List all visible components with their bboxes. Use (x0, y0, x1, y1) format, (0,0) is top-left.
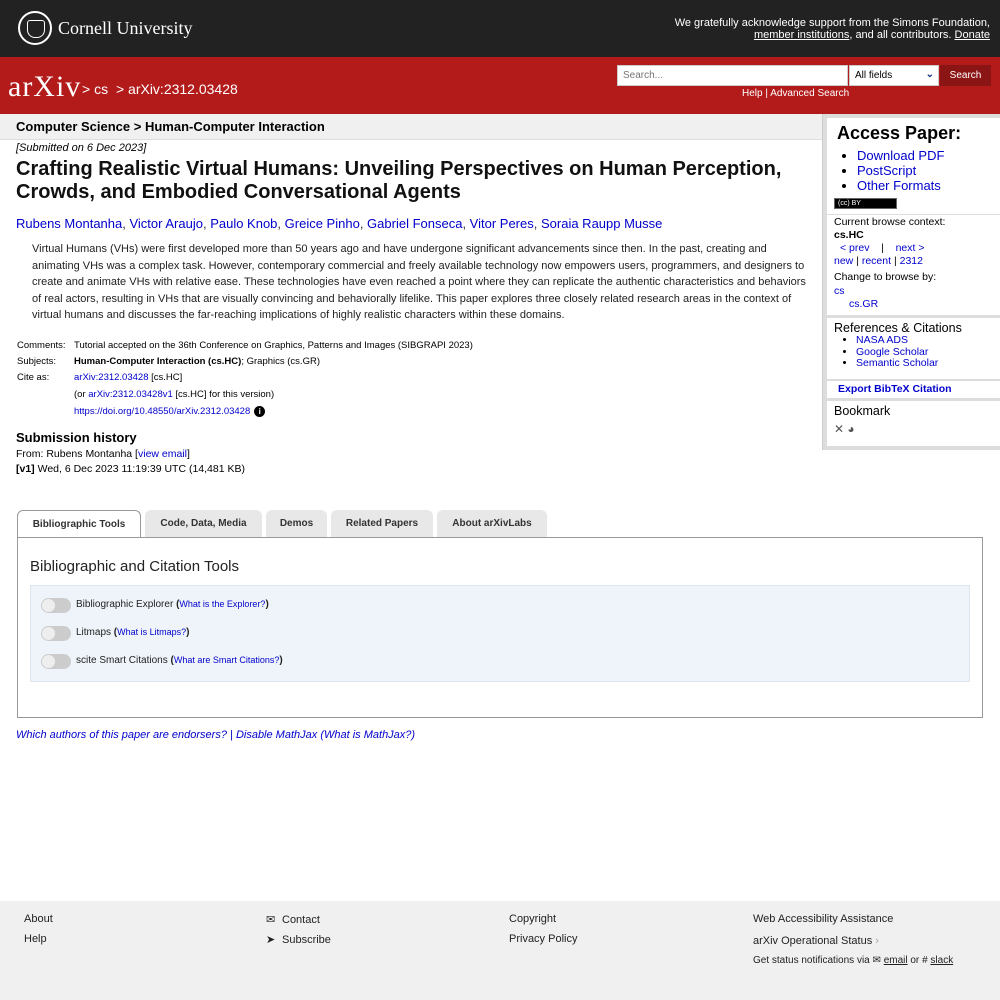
help-link[interactable]: Help (742, 88, 763, 99)
paper-title: Crafting Realistic Virtual Humans: Unveiling Perspectives on Human Perception, Crowds, and Embodied Conversational Agents (16, 158, 782, 203)
help-links (742, 88, 849, 99)
change-browse-label: Change to browse by: (834, 271, 937, 283)
search-field-value: All fields (855, 70, 893, 81)
chevron-down-icon: ⌄ (925, 69, 934, 80)
version-date: Wed, 6 Dec 2023 11:19:39 UTC (14,481 KB) (34, 462, 246, 475)
author-link[interactable]: Rubens Montanha (16, 216, 123, 231)
breadcrumb-cs[interactable]: > cs (82, 81, 109, 97)
category-header (0, 114, 822, 140)
tab-about-arxivlabs[interactable]: About arXivLabs (437, 510, 547, 537)
author-link[interactable]: Greice Pinho (284, 216, 360, 231)
breadcrumb-paper: > arXiv:2312.03428 (115, 81, 238, 97)
chevron-right-icon: › (875, 935, 879, 947)
comments-label: Comments: (17, 339, 66, 351)
secondary-subject: ; Graphics (cs.GR) (241, 355, 320, 367)
references-box (827, 318, 1000, 379)
access-paper-box (827, 118, 1000, 214)
footer-col-4 (753, 913, 953, 975)
tools-box: Bibliographic Explorer (What is the Explorer?) Litmaps (What is Litmaps?) scite Smart Citations (What are Smart Citations?) (30, 585, 970, 682)
semantic-scholar-link[interactable]: Semantic Scholar (856, 357, 939, 369)
tool-help-link[interactable]: What is the Explorer? (179, 599, 266, 609)
cite-label: Cite as: (17, 371, 50, 383)
access-paper-title: Access Paper: (837, 123, 962, 143)
footer-status-link[interactable]: arXiv Operational Status (753, 935, 873, 947)
footer-slack-link[interactable]: slack (930, 955, 954, 966)
footer-col-1 (24, 913, 53, 953)
from-prefix: From: Rubens Montanha [ (16, 447, 138, 460)
primary-subject: Human-Computer Interaction (cs.HC) (74, 355, 242, 367)
tool-help-link[interactable]: What are Smart Citations? (173, 655, 280, 665)
breadcrumb (82, 81, 242, 97)
google-scholar-link[interactable]: Google Scholar (856, 345, 929, 358)
footer-subscribe-link[interactable]: Subscribe (282, 934, 331, 946)
tool-label: Bibliographic Explorer (76, 599, 174, 610)
cite-version-suffix: [cs.HC] for this version) (172, 388, 275, 400)
footer-col-3 (509, 913, 577, 953)
category-title: Computer Science > Human-Computer Interaction (16, 119, 325, 134)
bibsonomy-icon[interactable]: ✕ (834, 422, 845, 436)
ack-mid: , and all contributors. (849, 29, 952, 41)
footer-privacy-link[interactable]: Privacy Policy (509, 933, 578, 945)
bibtex-box (827, 381, 1000, 398)
footer-copyright-link[interactable]: Copyright (509, 913, 557, 925)
author-link[interactable]: Victor Araujo (129, 216, 203, 231)
endorsers-link[interactable]: Which authors of this paper are endorsers? (16, 729, 227, 741)
sidebar (822, 114, 1000, 450)
context-value: cs.HC (834, 229, 864, 241)
cite-or: (or (74, 388, 89, 400)
cite-id-link[interactable]: arXiv:2312.03428 (74, 371, 149, 383)
footer-help-link[interactable]: Help (24, 933, 47, 945)
license-badge[interactable]: (cc) BY (834, 198, 897, 209)
envelope-icon: ✉ (266, 914, 276, 926)
what-is-mathjax-link[interactable]: What is MathJax? (324, 729, 412, 741)
cite-category: [cs.HC] (148, 371, 183, 383)
author-link[interactable]: Vitor Peres (469, 216, 534, 231)
arxiv-logo[interactable]: arXiv (8, 70, 82, 103)
export-bibtex-link[interactable]: Export BibTeX Citation (838, 383, 952, 395)
abstract: Virtual Humans (VHs) were first developed more than 50 years ago and have undergone significant advancements since then. In the past, creating and animating VHs was a complex task. However, contemporary commercial and freely available technology now empowers users, programmers, and designers to create and animate VHs with relative ease. These technologies have even reached a point where they can replicate the authentic characteristics and behaviors of real actors, resulting in VHs that are visually convincing and behaviorally lifelike. This paper explores three closely related research areas in the context of virtual humans and discusses the far-reaching implications of highly realistic characters within these domains. (32, 243, 806, 321)
tool-help-link[interactable]: What is Litmaps? (117, 627, 187, 637)
author-link[interactable]: Paulo Knob (210, 216, 278, 231)
nav-separator: | (856, 255, 859, 267)
top-bar (0, 0, 1000, 57)
endorse-links: Which authors of this paper are endorsers? | Disable MathJax (What is MathJax?) (16, 729, 416, 741)
next-link[interactable]: next > (895, 242, 925, 254)
postscript-link[interactable]: PostScript (857, 163, 917, 178)
cornell-seal-icon[interactable] (18, 11, 52, 45)
footer-email-link[interactable]: email (883, 955, 908, 966)
paper-content (16, 142, 806, 475)
prev-next-separator: | (881, 242, 884, 254)
nav-separator: | (893, 255, 897, 267)
reddit-icon[interactable]: ◕ (847, 422, 855, 436)
footer-contact-link[interactable]: Contact (282, 914, 320, 926)
litmaps-toggle[interactable] (41, 626, 71, 641)
envelope-icon: ✉ (872, 955, 881, 966)
download-pdf-link[interactable]: Download PDF (857, 148, 945, 163)
bibliographic-explorer-toggle[interactable] (41, 598, 71, 613)
bookmark-title: Bookmark (834, 404, 891, 418)
browse-cs-link[interactable]: cs (834, 285, 845, 297)
doi-link[interactable]: https://doi.org/10.48550/arXiv.2312.03428 (74, 405, 251, 417)
tab-demos[interactable]: Demos (266, 510, 327, 537)
help-separator: | (765, 88, 768, 99)
search-field-select[interactable] (849, 65, 939, 86)
browse-cs-gr-link[interactable]: cs.GR (849, 298, 879, 310)
submission-date: [Submitted on 6 Dec 2023] (16, 142, 147, 154)
metadata-table (16, 338, 806, 420)
footer-col-2 (266, 913, 331, 953)
bookmark-box (827, 401, 1000, 446)
author-list: Rubens Montanha, Victor Araujo, Paulo Knob, Greice Pinho, Gabriel Fonseca, Vitor Peres, Soraia Raupp Musse (16, 216, 663, 231)
from-suffix: ] (187, 447, 190, 460)
member-institutions-link[interactable]: member institutions (753, 29, 850, 41)
cite-version-link[interactable]: arXiv:2312.03428v1 (88, 388, 173, 400)
context-label: Current browse context: (834, 216, 946, 228)
nasa-ads-link[interactable]: NASA ADS (856, 334, 908, 346)
tab-panel (17, 537, 983, 718)
version-tag[interactable]: [v1] (16, 462, 35, 475)
info-icon[interactable]: i (254, 406, 265, 417)
notify-label: Get status notifications via (753, 955, 870, 966)
month-link[interactable]: 2312 (899, 255, 923, 267)
prev-link[interactable]: < prev (840, 242, 870, 254)
slack-icon: # (922, 955, 928, 966)
notify-or: or (910, 955, 920, 966)
search-button[interactable]: Search (940, 65, 991, 86)
endorse-separator: | (226, 729, 236, 741)
tool-label: Litmaps (76, 627, 112, 638)
comments-value: Tutorial accepted on the 36th Conference on Graphics, Patterns and Images (SIBGRAPI 2023) (74, 339, 473, 351)
tab-code-data-media[interactable]: Code, Data, Media (145, 510, 262, 537)
cornell-university-logo[interactable]: Cornell University (58, 18, 193, 38)
search-input[interactable] (617, 65, 848, 86)
scite-toggle[interactable] (41, 654, 71, 669)
tool-label: scite Smart Citations (76, 655, 168, 666)
header-bar (0, 57, 1000, 114)
footer-accessibility-link[interactable]: Web Accessibility Assistance (753, 913, 894, 925)
new-link[interactable]: new (834, 255, 854, 267)
tab-bibliographic-tools[interactable]: Bibliographic Tools (17, 510, 141, 538)
footer-about-link[interactable]: About (24, 913, 53, 925)
browse-context-box (827, 215, 1000, 315)
submission-history-heading: Submission history (16, 429, 137, 445)
disable-mathjax-link[interactable]: Disable MathJax (235, 729, 318, 741)
donate-link[interactable]: Donate (954, 29, 990, 41)
references-title: References & Citations (834, 321, 962, 335)
footer (0, 901, 1000, 1000)
author-link[interactable]: Soraia Raupp Musse (540, 216, 663, 231)
acknowledgement (675, 17, 990, 41)
panel-title: Bibliographic and Citation Tools (30, 558, 240, 575)
subjects-label: Subjects: (17, 355, 57, 367)
view-email-link[interactable]: view email (137, 447, 187, 460)
advanced-search-link[interactable]: Advanced Search (770, 88, 850, 99)
tab-related-papers[interactable]: Related Papers (331, 510, 433, 537)
paper-plane-icon: ➤ (266, 934, 276, 946)
ack-line1: We gratefully acknowledge support from the Simons Foundation, (674, 17, 990, 29)
recent-link[interactable]: recent (861, 255, 892, 267)
author-link[interactable]: Gabriel Fonseca (367, 216, 463, 231)
other-formats-link[interactable]: Other Formats (857, 178, 941, 193)
submission-history (16, 430, 806, 475)
